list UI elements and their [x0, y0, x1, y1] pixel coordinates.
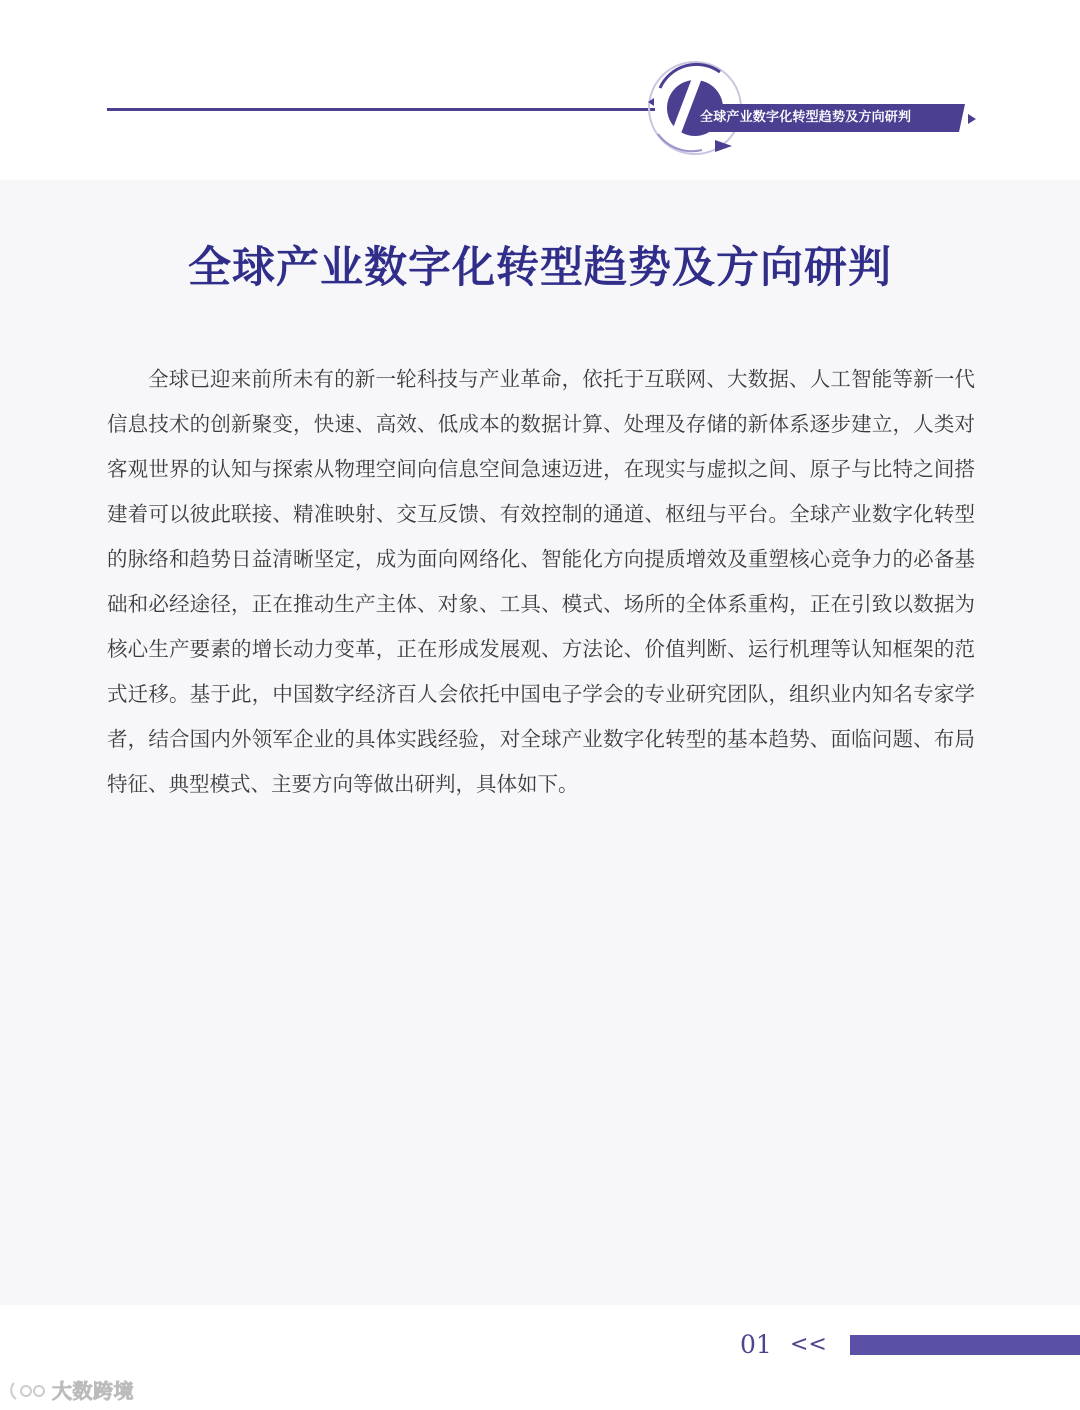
watermark — [8, 1378, 134, 1404]
header-arrow-icon — [966, 112, 978, 126]
document-title: 全球产业数字化转型趋势及方向研判 — [188, 243, 892, 293]
header-rule — [107, 108, 655, 111]
page-arrows: << — [790, 1332, 827, 1357]
document-paragraph: 全球已迎来前所未有的新一轮科技与产业革命，依托于互联网、大数据、人工智能等新一代信息技术的创新聚变，快速、高效、低成本的数据计算、处理及存储的新体系逐步建立，人类对客观世界的认知与探索从物理空间向信息空间急速迈进，在现实与虚拟之间、原子与比特之间搭建着可以彼此联接、精准映射、交互反馈、有效控制的通道、枢纽与平台。全球产业数字化转型的脉络和趋势日益清晰坚定，成为面向网络化、智能化方向提质增效及重塑核心竞争力的必备基础和必经途径，正在推动生产主体、对象、工具、模式、场所的全体系重构，正在引致以数据为核心生产要素的增长动力变革，正在形成发展观、方法论、价值判断、运行机理等认知框架的范式迁移。基于此，中国数字经济百人会依托中国电子学会的专业研究团队，组织业内知名专家学者，结合国内外领军企业的具体实践经验，对全球产业数字化转型的基本趋势、面临问题、布局特征、典型模式、主要方向等做出研判，具体如下。 — [107, 367, 975, 796]
page-number: 01 — [740, 1330, 772, 1359]
page-header — [0, 0, 1080, 180]
header-title: 全球产业数字化转型趋势及方向研判 — [700, 110, 912, 125]
watermark-text: 大数跨境 — [52, 1379, 134, 1403]
watermark-logo-icon — [8, 1379, 48, 1403]
footer-bar — [850, 1335, 1080, 1355]
